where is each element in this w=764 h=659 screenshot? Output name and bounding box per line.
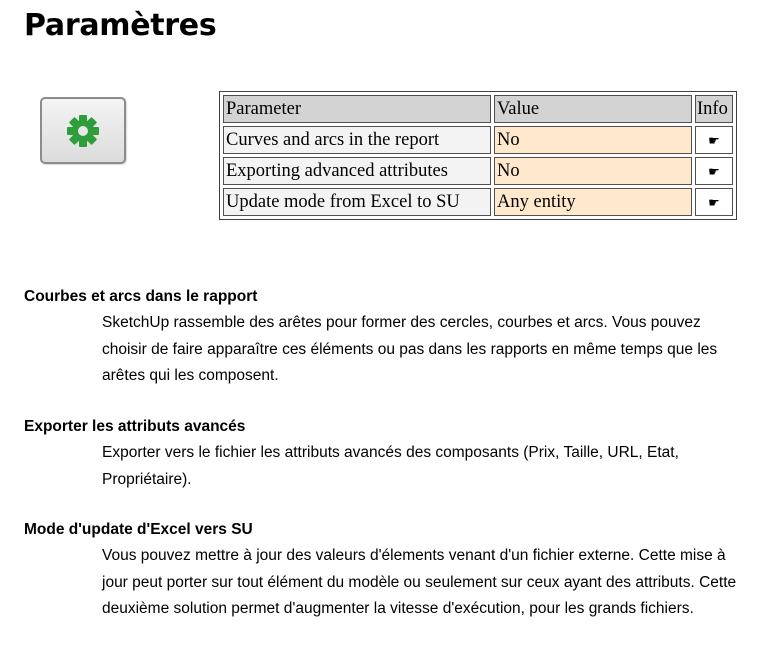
table-row (223, 126, 733, 154)
row-value[interactable]: Any entity (494, 188, 692, 216)
section-title: Courbes et arcs dans le rapport (24, 288, 258, 305)
table-row (223, 157, 733, 185)
header-parameter: Parameter (223, 95, 491, 123)
row-parameter: Curves and arcs in the report (223, 126, 491, 154)
settings-button[interactable] (40, 97, 126, 164)
pointing-hand-icon[interactable]: ☛ (708, 196, 720, 211)
table-header-row (223, 95, 733, 123)
gear-icon (64, 112, 102, 150)
section-update-mode (24, 517, 742, 623)
row-parameter: Exporting advanced attributes (223, 157, 491, 185)
section-title: Exporter les attributs avancés (24, 418, 246, 435)
header-info: Info (695, 95, 733, 123)
header-value: Value (494, 95, 692, 123)
table-row (223, 188, 733, 216)
row-info-cell (695, 126, 733, 154)
row-info-cell (695, 188, 733, 216)
row-parameter: Update mode from Excel to SU (223, 188, 491, 216)
row-info-cell (695, 157, 733, 185)
pointing-hand-icon[interactable]: ☛ (708, 165, 720, 180)
pointing-hand-icon[interactable]: ☛ (708, 134, 720, 149)
parameters-table (219, 91, 737, 220)
section-body: SketchUp rassemble des arêtes pour former des cercles, courbes et arcs. Vous pouvez choisir de faire apparaître ces éléments ou pas dans les rapports en même temps que les arêtes qui les composent. (102, 314, 718, 384)
section-title: Mode d'update d'Excel vers SU (24, 521, 253, 538)
section-curves-arcs (24, 284, 742, 390)
section-body: Vous pouvez mettre à jour des valeurs d'élements venant d'un fichier externe. Cette mise à jour peut porter sur tout élément du modèle ou seulement sur ceux ayant des attributs. Cette deuxième solution permet d'augmenter la vitesse d'exécution, pour les grands fichiers. (102, 547, 737, 617)
section-advanced-attributes (24, 414, 742, 493)
row-value[interactable]: No (494, 157, 692, 185)
section-body: Exporter vers le fichier les attributs avancés des composants (Prix, Taille, URL, Etat, Propriétaire). (102, 444, 679, 488)
row-value[interactable]: No (494, 126, 692, 154)
page-title: Paramètres (24, 8, 217, 43)
